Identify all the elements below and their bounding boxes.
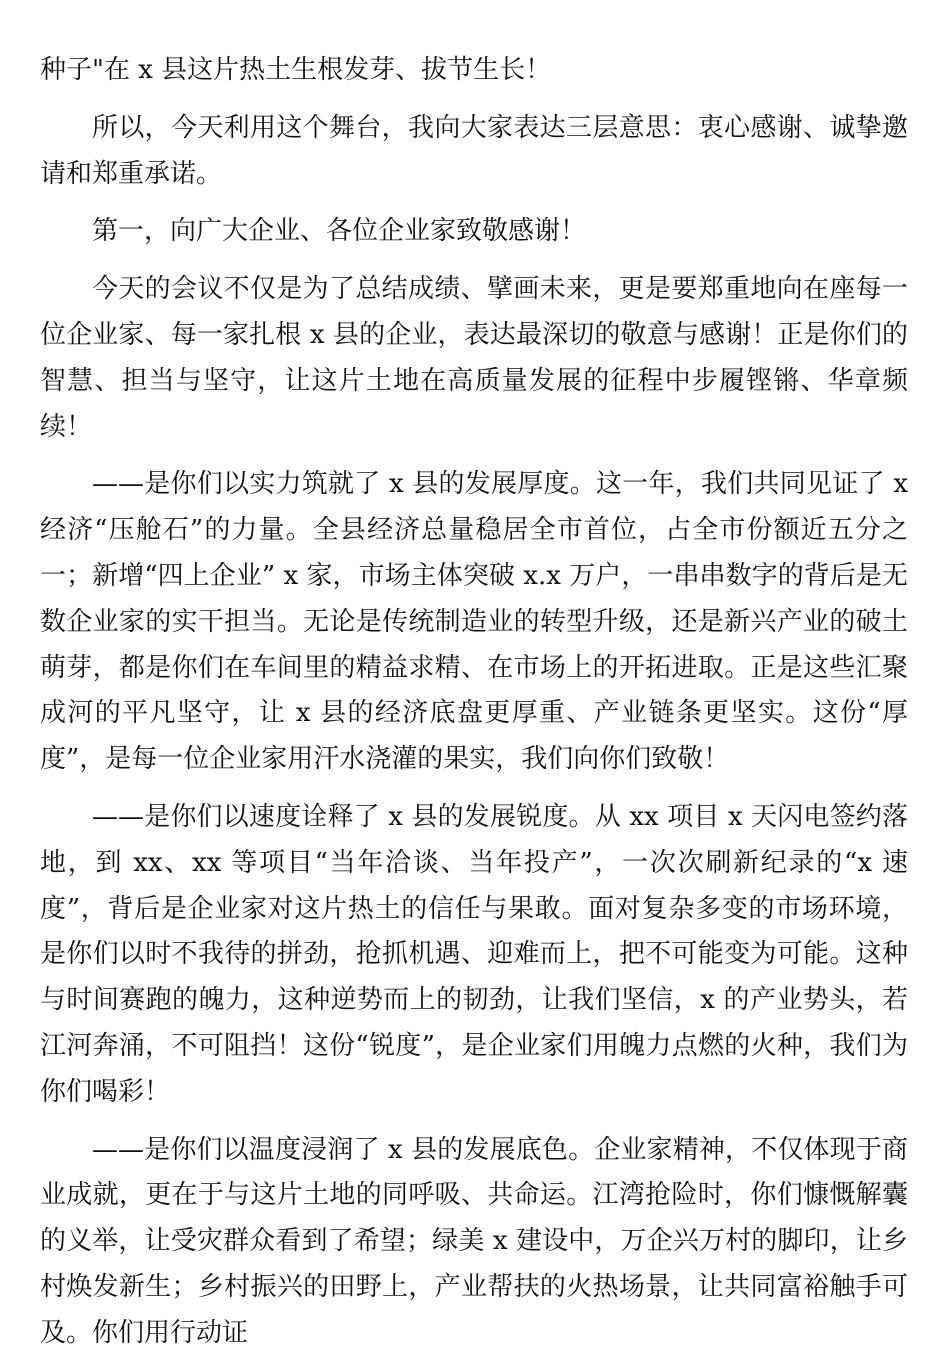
paragraph-1: 种子"在 x 县这片热土生根发芽、拔节生长！ (40, 55, 552, 85)
paragraph-7: ——是你们以温度浸润了 x 县的发展底色。企业家精神，不仅体现于商业成就，更在于与这片土地的同呼吸、共命运。江湾抢险时，你们慷慨解囊的义举，让受灾群众看到了希望；绿美 x 建设中，万企兴万村的脚印，让乡村焕发新生；乡村振兴的田野上，产业帮扶的火热场景，让共同富裕触手可及。你们用行动证 (40, 1134, 908, 1348)
paragraph-3-heading: 第一，向广大企业、各位企业家致敬感谢！ (92, 216, 587, 247)
document-body (40, 48, 908, 1357)
paragraph-2: 所以，今天利用这个舞台，我向大家表达三层意思：衷心感谢、诚挚邀请和郑重承诺。 (40, 112, 908, 189)
paragraph-4: 今天的会议不仅是为了总结成绩、擘画未来，更是要郑重地向在座每一位企业家、每一家扎根 x 县的企业，表达最深切的敬意与感谢！正是你们的智慧、担当与坚守，让这片土地在高质量发展的征程中步履铿锵、华章频续！ (40, 274, 908, 442)
paragraph-6: ——是你们以速度诠释了 x 县的发展锐度。从 xx 项目 x 天闪电签约落地，到 xx、xx 等项目“当年洽谈、当年投产”，一次次刷新纪录的“x 速度”，背后是企业家对这片热土的信任与果敢。面对复杂多变的市场环境，是你们以时不我待的拼劲，抢抓机遇、迎难而上，把不可能变为可能。这种与时间赛跑的魄力，这种逆势而上的韧劲，让我们坚信，x 的产业势头，若江河奔涌，不可阻挡！这份“锐度”，是企业家们用魄力点燃的火种，我们为你们喝彩！ (40, 801, 908, 1107)
paragraph-5: ——是你们以实力筑就了 x 县的发展厚度。这一年，我们共同见证了 x 经济“压舱石”的力量。全县经济总量稳居全市首位，占全市份额近五分之一；新增“四上企业” x 家，市场主体突破 x.x 万户，一串串数字的背后是无数企业家的实干担当。无论是传统制造业的转型升级，还是新兴产业的破土萌芽，都是你们在车间里的精益求精、在市场上的开拓进取。正是这些汇聚成河的平凡坚守，让 x 县的经济底盘更厚重、产业链条更坚实。这份“厚度”，是每一位企业家用汗水浇灌的果实，我们向你们致敬！ (40, 469, 908, 775)
